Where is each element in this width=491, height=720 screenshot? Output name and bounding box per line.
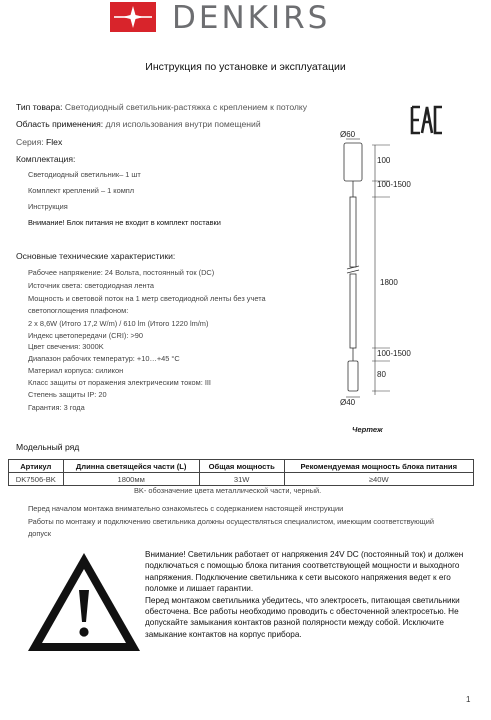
spec-item: Диапазон рабочих температур: +10…+45 °С [28,354,180,363]
spec-item: Класс защиты от поражения электрическим током: III [28,378,211,387]
table-cell: ≥40W [284,473,473,486]
spec-item: Индекс цветопередачи (CRI): >90 [28,331,143,340]
contents-item: Комплект креплений – 1 компл [28,186,135,195]
page-number: 1 [466,695,471,704]
brand-logo [110,2,370,34]
dim-top-diameter: Ø60 [340,130,356,139]
table-row [9,473,474,486]
spec-item: Рабочее напряжение: 24 Вольта, постоянный ток (DC) [28,268,215,277]
spec-item: Гарантия: 3 года [28,403,85,412]
power-supply-warning: Внимание! Блок питания не входит в комплект поставки [28,218,221,227]
install-note: Работы по монтажу и подключению светильника должны осуществляться специалистом, имеющим соответствующий [28,517,435,526]
table-cell: 31W [199,473,284,486]
install-note: допуск [28,529,51,538]
model-range-title: Модельный ряд [16,442,80,452]
model-range-table [8,459,474,486]
table-cell: DK7506-BK [9,473,64,486]
series: Серия: Flex [16,137,63,147]
spec-item: светопоглощения плафоном: [28,306,129,315]
warning-triangle-icon [26,550,142,654]
specs-heading: Основные технические характеристики: [16,251,176,261]
table-cell: 1800мм [63,473,199,486]
drawing-caption: Чертеж [352,425,383,434]
star-logo-icon [110,2,156,32]
spec-item: Цвет свечения: 3000K [28,342,104,351]
dim-bottom-cable: 100-1500 [377,349,411,358]
product-type: Тип товара: Светодиодный светильник-растяжка с креплением к потолку [16,102,308,112]
column-header: Рекомендуемая мощность блока питания [284,460,473,473]
lamp-drawing [320,125,440,425]
safety-warning [145,549,481,640]
install-note: Перед началом монтажа внимательно ознакомьтесь с содержанием настоящей инструкции [28,504,344,513]
spec-item: Мощность и световой поток на 1 метр светодиодной ленты без учета [28,294,266,303]
color-code-note: BK- обозначение цвета металлической части, черный. [134,486,322,495]
contents-item: Светодиодный светильник– 1 шт [28,170,141,179]
warning-paragraph: Внимание! Светильник работает от напряжения 24V DC (постоянный ток) и должен подключаться с помощью блока питания соответствующей мощности и выходного напряжения. Подключение светильника к сети высокого напряжения ведет к его поломке и лишает гарантии. [145,550,464,594]
contents-heading: Комплектация: [16,154,76,164]
spec-item: Источник света: светодиодная лента [28,281,155,290]
table-header-row [9,460,474,473]
dim-top-cable: 100-1500 [377,180,411,189]
column-header: Длинна светящейся части (L) [63,460,199,473]
column-header: Общая мощность [199,460,284,473]
dim-top-height: 100 [377,156,391,165]
spec-item: Степень защиты IP: 20 [28,390,107,399]
brand-name: DENKIRS [172,0,331,36]
application-area: Область применения: для использования внутри помещений [16,119,261,129]
spec-item: 2 х 8,6W (Итого 17,2 W/m) / 610 lm (Итого 1220 lm/m) [28,319,209,328]
spec-item: Материал корпуса: силикон [28,366,124,375]
contents-item: Инструкция [28,202,68,211]
warning-paragraph: Перед монтажом светильника убедитесь, что электросеть, питающая светильники обесточена. Все работы необходимо проводить с обесточенной электросетью. Не допускайте замыкания контактов разной полярности между собой. Исключите замыкание контактов на корпус прибора. [145,595,460,639]
dim-bottom-height: 80 [377,370,386,379]
dim-bottom-diameter: Ø40 [340,398,356,407]
dim-body-length: 1800 [380,278,398,287]
column-header: Артикул [9,460,64,473]
document-title: Инструкция по установке и эксплуатации [145,61,346,73]
